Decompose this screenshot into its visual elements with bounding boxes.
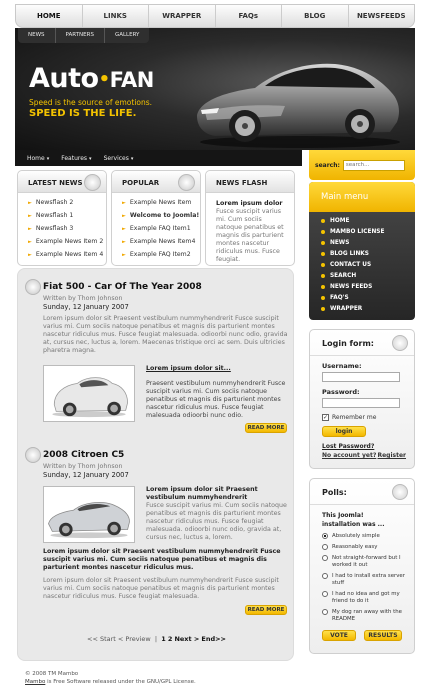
menu-item-faqs[interactable]	[309, 292, 415, 303]
poll-option-label: Absolutely simple	[332, 533, 380, 539]
poll-option-label: Reasonably easy	[332, 544, 378, 550]
search-label: search:	[315, 161, 340, 169]
tagline-2: SPEED IS THE LIFE.	[29, 108, 137, 119]
username-label: Username:	[322, 362, 362, 370]
article-side	[146, 486, 289, 543]
article-intro: Lorem ipsum dolor sit Praesent vestibulum nummyhendrerit Fusce suscipit varius mi. Cum sociis natoque penatibus et magnis dis parturient montes nascetur ridiculus mus. Fusce feugiat malesuada. odioorbi nunc odio, gravida at, cursus nec, luctus a, lorem. Maecenas tristique orci ac sem. Duis ultricies pharetra magna.	[43, 315, 288, 354]
topnav-newsfeeds[interactable]: NEWSFEEDS	[356, 12, 406, 20]
read-more-button[interactable]: READ MORE	[245, 423, 287, 433]
article-header	[25, 447, 289, 463]
check-icon	[392, 335, 408, 351]
article-icon	[25, 279, 41, 295]
chevron-down-icon: ▾	[46, 155, 50, 162]
article-side	[146, 365, 289, 422]
latest-news-title-text: LATEST NEWS	[28, 179, 83, 187]
article-date: Sunday, 12 January 2007	[43, 471, 129, 479]
footer-license	[25, 678, 196, 686]
bullet-icon	[321, 263, 325, 267]
header-banner	[15, 28, 415, 150]
lost-password-link[interactable]: Lost Password?	[322, 443, 375, 450]
topnav-home[interactable]: HOME	[16, 5, 83, 27]
list-item[interactable]	[122, 199, 200, 206]
radio-button[interactable]	[322, 609, 328, 615]
star-icon	[178, 174, 195, 191]
arrow-right-icon: ►	[122, 225, 126, 232]
list-item[interactable]	[122, 251, 200, 258]
pager-start[interactable]: << Start	[87, 635, 116, 643]
pager-end[interactable]: End>>	[201, 635, 226, 643]
main-content	[17, 268, 294, 661]
bullet-icon	[321, 241, 325, 245]
article-side-link[interactable]: Lorem ipsum dolor sit...	[146, 365, 231, 372]
arrow-right-icon: ►	[122, 238, 126, 245]
logo-word-auto: Auto	[29, 63, 99, 94]
footer-mambo-link[interactable]: Mambo	[25, 679, 46, 685]
article-side-text: Praesent vestibulum nummyhendrerit Fusce suscipit varius mi. Cum sociis natoque penatibus et magnis dis parturient montes nascetur ridiculus mus. Fusce feugiat malesuada odioorbi nunc odio.	[146, 380, 286, 419]
article-paragraph: Lorem ipsum dolor sit Praesent vestibulum nummyhendrerit Fusce suscipit varius mi. Cum sociis natoque penatibus et magnis dis parturient montes nascetur ridiculus mus. Fusce feugiat malesuada.	[43, 577, 279, 600]
citroen-car-image	[43, 486, 135, 543]
article-author: Written by Thom Johnson	[43, 295, 123, 302]
bullet-icon	[321, 219, 325, 223]
list-item-label: Example News Item	[129, 199, 192, 206]
bullet-icon	[321, 274, 325, 278]
main-menu	[309, 182, 415, 320]
pager-page-2[interactable]: 2	[167, 635, 173, 643]
article-fiat	[25, 279, 289, 431]
breadcrumb-home-label: Home	[27, 154, 45, 162]
login-button[interactable]: login	[322, 426, 366, 437]
globe-icon	[84, 174, 101, 191]
news-flash-box	[205, 170, 295, 266]
breadcrumb-services[interactable]	[104, 155, 134, 162]
bullet-icon	[321, 307, 325, 311]
results-button[interactable]: RESULTS	[364, 630, 402, 641]
breadcrumb	[15, 150, 302, 166]
search-box	[309, 150, 415, 180]
username-field[interactable]	[322, 372, 400, 382]
menu-item-contact-us[interactable]	[309, 259, 415, 270]
list-item[interactable]	[122, 212, 200, 219]
logo-word-fan: FAN	[109, 68, 154, 92]
list-item-label: Example News Item 2	[35, 238, 104, 245]
chevron-down-icon: ▾	[130, 155, 134, 162]
menu-item-label: NEWS FEEDS	[330, 283, 373, 290]
article-author: Written by Thom Johnson	[43, 463, 123, 470]
list-item[interactable]	[28, 238, 106, 245]
list-item[interactable]	[122, 225, 200, 232]
article-title[interactable]: 2008 Citroen C5	[43, 450, 125, 460]
arrow-right-icon: ►	[122, 251, 126, 258]
popular-title-text: POPULAR	[122, 179, 160, 187]
arrow-right-icon: ►	[28, 251, 32, 258]
poll-option[interactable]	[322, 544, 408, 551]
topnav-links[interactable]: LINKS	[83, 5, 150, 27]
account-links	[322, 452, 406, 459]
list-item[interactable]	[28, 212, 106, 219]
remember-me-checkbox[interactable]: ✓	[323, 414, 329, 421]
menu-item-label: HOME	[330, 217, 350, 224]
radio-button[interactable]	[322, 573, 328, 579]
radio-button[interactable]	[322, 591, 328, 597]
topnav-blog[interactable]: BLOG	[282, 5, 349, 27]
menu-item-label: MAMBO LICENSE	[330, 228, 385, 235]
fiat-car-image	[43, 365, 135, 422]
breadcrumb-services-label: Services	[103, 154, 129, 162]
article-citroen	[25, 447, 289, 613]
top-nav	[15, 4, 415, 28]
topnav-faqs[interactable]: FAQs	[216, 5, 283, 27]
site-logo	[29, 63, 154, 94]
list-item-label: Example FAQ Item2	[129, 251, 191, 258]
arrow-right-icon: ►	[28, 199, 32, 206]
pager-next[interactable]: Next >	[174, 635, 200, 643]
latest-news-box	[17, 170, 107, 266]
footer-license-text: is Free Software released under the GNU/GPL License.	[45, 679, 196, 685]
article-header	[25, 279, 289, 295]
list-item-label: Newsflash 2	[35, 199, 74, 206]
search-input[interactable]	[343, 160, 405, 171]
list-item-label: Example FAQ Item1	[129, 225, 191, 232]
login-title	[310, 330, 414, 356]
subnav-partners[interactable]: PARTNERS	[56, 28, 105, 43]
popular-title	[112, 171, 200, 193]
poll-option[interactable]	[322, 609, 408, 623]
article-title[interactable]: Fiat 500 - Car Of The Year 2008	[43, 282, 202, 292]
subnav-gallery[interactable]: GALLERY	[114, 32, 140, 38]
menu-item-label: FAQ'S	[330, 294, 349, 301]
logo-dot: •	[98, 69, 110, 90]
list-item[interactable]	[28, 251, 106, 258]
list-item-label: Newsflash 1	[35, 212, 74, 219]
password-field[interactable]	[322, 398, 400, 408]
bullet-icon	[321, 285, 325, 289]
list-item[interactable]	[28, 225, 106, 232]
news-flash-text: Fusce suscipit varius mi. Cum sociis natoque penatibus et magnis dis parturient montes nascetur ridiculus mus. Fusce feugiat.	[216, 208, 284, 263]
article-date: Sunday, 12 January 2007	[43, 303, 129, 311]
vote-button[interactable]: VOTE	[322, 630, 356, 641]
menu-item-label: BLOG LINKS	[330, 250, 369, 257]
list-item-label: Welcome to Joomla!	[129, 212, 200, 219]
password-label: Password:	[322, 388, 360, 396]
bullet-icon	[321, 296, 325, 300]
menu-item-search[interactable]	[309, 270, 415, 281]
list-item[interactable]	[28, 199, 106, 206]
footer	[25, 670, 196, 686]
tagline-1: Speed is the source of emotions.	[29, 98, 153, 107]
poll-option[interactable]	[322, 533, 408, 540]
pagination: << Start < Preview | 1 2 Next > End>>	[87, 635, 226, 643]
radio-button[interactable]	[322, 555, 328, 561]
sports-car-image	[185, 46, 407, 150]
bullet-icon	[321, 252, 325, 256]
breadcrumb-home[interactable]	[27, 155, 49, 162]
main-menu-title: Main menu	[309, 182, 415, 212]
poll-option-label: Not straight-forward but I worked it out	[332, 555, 401, 568]
news-flash-title-text: NEWS FLASH	[216, 179, 268, 187]
poll-option-label: I had no idea and got my friend to do it	[332, 591, 400, 604]
menu-item-label: WRAPPER	[330, 305, 363, 312]
polls-title-text: Polls:	[322, 488, 347, 497]
poll-option-label: My dog ran away with the README	[332, 609, 402, 622]
login-title-text: Login form:	[322, 339, 374, 348]
login-form	[309, 329, 415, 469]
poll-option[interactable]	[322, 573, 408, 587]
arrow-right-icon: ►	[28, 238, 32, 245]
menu-item-news[interactable]	[309, 237, 415, 248]
list-item-label: Example News Item 4	[35, 251, 104, 258]
menu-item-news-feeds[interactable]	[309, 281, 415, 292]
polls-box	[309, 478, 415, 654]
menu-item-label: NEWS	[330, 239, 350, 246]
arrow-right-icon: ►	[28, 212, 32, 219]
article-icon	[25, 447, 41, 463]
read-more-button[interactable]: READ MORE	[245, 605, 287, 615]
menu-item-blog-links[interactable]	[309, 248, 415, 259]
gear-icon	[392, 484, 408, 500]
arrow-right-icon: ►	[122, 199, 126, 206]
footer-copyright: © 2008 TM Mambo	[25, 671, 79, 677]
no-account-link[interactable]: No account yet?	[322, 452, 377, 459]
menu-item-label: SEARCH	[330, 272, 357, 279]
menu-item-mambo-license[interactable]	[309, 226, 415, 237]
poll-question: This Joomla! installation was ...	[322, 512, 385, 528]
menu-item-label: CONTACT US	[330, 261, 372, 268]
menu-item-wrapper[interactable]	[309, 303, 415, 314]
article-bold-paragraph: Lorem ipsum dolor sit Praesent vestibulum nummyhendrerit Fusce suscipit varius mi. Cum sociis natoque penatibus et magnis dis parturient montes nascetur ridiculus mus.	[43, 548, 281, 571]
register-link[interactable]: Register	[377, 452, 406, 459]
arrow-right-icon: ►	[28, 225, 32, 232]
poll-option[interactable]	[322, 591, 408, 605]
remember-me-label: Remember me	[332, 414, 377, 421]
list-item[interactable]	[122, 238, 200, 245]
chevron-down-icon: ▾	[89, 155, 92, 162]
article-side-bold: Lorem ipsum dolor sit Praesent vestibulum nummyhendrerit	[146, 486, 258, 501]
pager-prev[interactable]: < Preview	[117, 635, 151, 643]
bullet-icon	[321, 230, 325, 234]
pager-page-1[interactable]: 1	[161, 635, 166, 643]
radio-button[interactable]	[322, 533, 328, 539]
breadcrumb-features[interactable]	[61, 155, 91, 162]
subnav-news[interactable]: NEWS	[18, 28, 56, 43]
list-item-label: Example News Item4	[129, 238, 196, 245]
poll-option[interactable]	[322, 555, 408, 569]
article-body	[43, 486, 289, 543]
breadcrumb-features-label: Features	[61, 154, 88, 162]
topnav-wrapper[interactable]: WRAPPER	[149, 5, 216, 27]
arrow-right-icon: ►	[122, 212, 126, 219]
poll-buttons	[322, 630, 414, 641]
popular-box	[111, 170, 201, 266]
polls-title	[310, 479, 414, 505]
menu-item-home[interactable]	[309, 215, 415, 226]
article-side-text: Fusce suscipit varius mi. Cum sociis natoque penatibus et magnis dis parturient montes nascetur ridiculus mus. Fusce feugiat malesuada. odioorbi nunc odio, gravida at, cursus nec, luctus a, lorem.	[146, 502, 287, 541]
news-flash-heading: Lorem ipsum dolor	[216, 200, 283, 207]
article-body	[43, 365, 289, 422]
latest-news-title	[18, 171, 106, 193]
list-item-label: Newsflash 3	[35, 225, 74, 232]
poll-option-label: I had to install extra server stuff	[332, 573, 405, 586]
radio-button[interactable]	[322, 544, 328, 550]
sub-nav	[18, 28, 149, 43]
news-flash-title	[206, 171, 294, 193]
remember-me	[322, 414, 414, 421]
